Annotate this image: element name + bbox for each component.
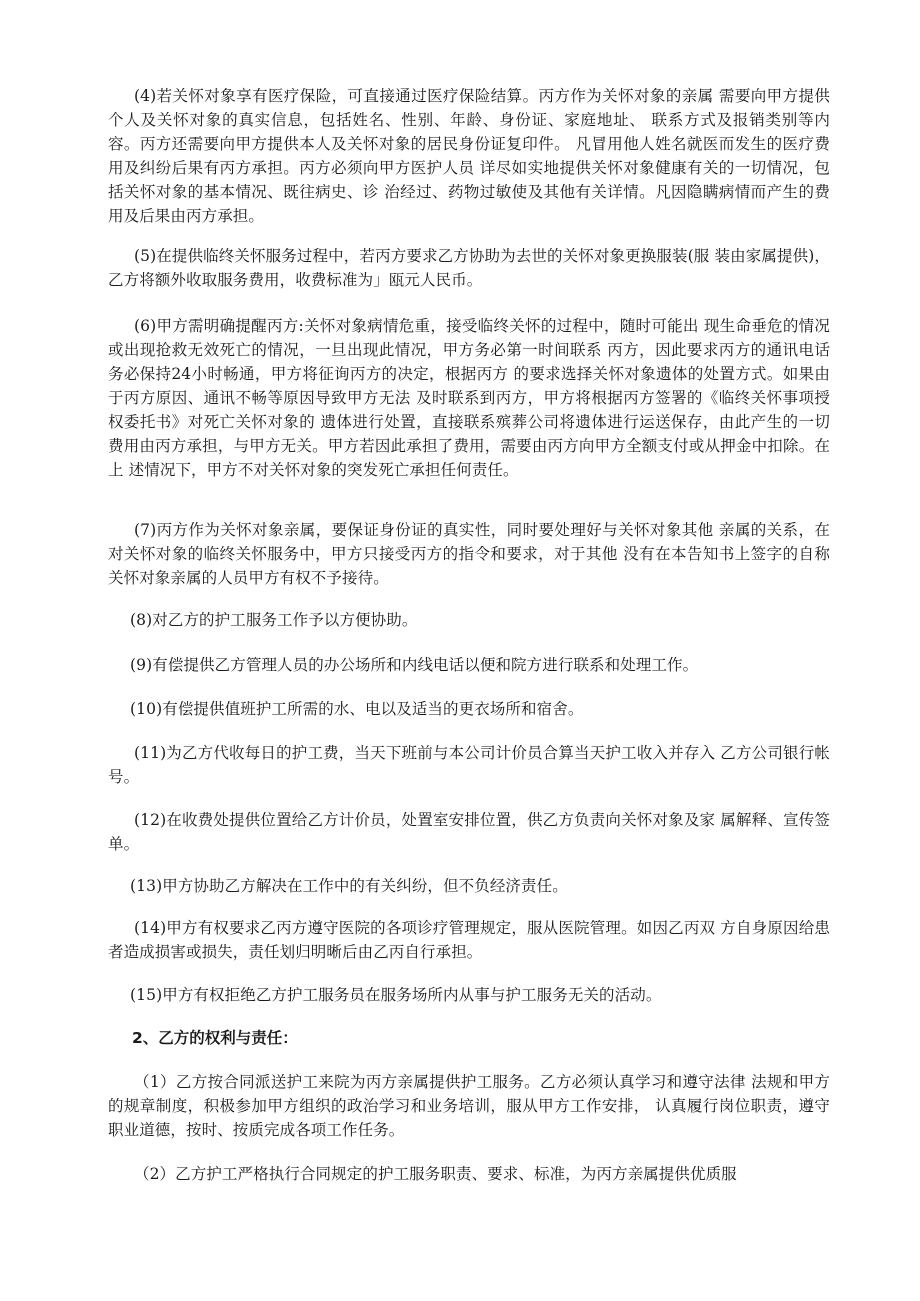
paragraph-15: (15)甲方有权拒绝乙方护工服务员在服务场所内从事与护工服务无关的活动。 xyxy=(130,986,662,1004)
section-heading: 2、乙方的权利与责任： xyxy=(132,1029,298,1047)
paragraph-4: (4)若关怀对象享有医疗保险，可直接通过医疗保险结算。丙方作为关怀对象的亲属 需要向甲方提供个人及关怀对象的真实信息，包括姓名、性别、年龄、身份证、家庭地址、 联系方式及报销类别等内容。丙方还需要向甲方提供本人及关怀对象的居民身份证复印件。 凡冒用他人姓名就医而发生的医疗费用及纠纷后果有丙方承担。丙方必须向甲方医护人员 详尽如实地提供关怀对象健康有关的一切情况，包括关怀对象的基本情况、既往病史、诊 治经过、药物过敏使及其他有关详情。凡因隐瞒病情而产生的费用及后果由丙方承担。 xyxy=(108,87,830,225)
paragraph-12: (12)在收费处提供位置给乙方计价员，处置室安排位置，供乙方负责向关怀对象及家 属解释、宣传签单。 xyxy=(108,811,830,853)
paragraph-10: (10)有偿提供值班护工所需的水、电以及适当的更衣场所和宿舍。 xyxy=(130,700,584,718)
paragraph-8: (8)对乙方的护工服务工作予以方便协助。 xyxy=(130,611,418,629)
paragraph-11: (11)为乙方代收每日的护工费，当天下班前与本公司计价员合算当天护工收入并存入 乙方公司银行帐号。 xyxy=(108,744,830,786)
paragraph-5: (5)在提供临终关怀服务过程中，若丙方要求乙方协助为去世的关怀对象更换服装(服 装由家属提供)，乙方将额外收取服务费用，收费标准为」瓯元人民币。 xyxy=(108,247,830,289)
section-paragraph-2: （2）乙方护工严格执行合同规定的护工服务职责、要求、标准，为丙方亲属提供优质服 xyxy=(134,1165,737,1183)
paragraph-6: (6)甲方需明确提醒丙方:关怀对象病情危重，接受临终关怀的过程中，随时可能出 现生命垂危的情况或出现抢救无效死亡的情况，一旦出现此情况，甲方务必第一时间联系 丙方，因此要求丙方的通讯电话务必保持24小时畅通，甲方将征询丙方的决定，根据丙方 的要求选择关怀对象遗体的处置方式。如果由于丙方原因、通讯不畅等原因导致甲方无法 及时联系到丙方，甲方将根据丙方签署的《临终关怀事项授权委托书》对死亡关怀对象的 遗体进行处置，直接联系殡葬公司将遗体进行运送保存，由此产生的一切费用由丙方承担，与甲方无关。甲方若因此承担了费用，需要由丙方向甲方全额支付或从押金中扣除。在上 述情况下，甲方不对关怀对象的突发死亡承担任何责任。 xyxy=(108,317,830,479)
section-paragraph-1: （1）乙方按合同派送护工来院为丙方亲属提供护工服务。乙方必须认真学习和遵守法律 法规和甲方的规章制度，积极参加甲方组织的政治学习和业务培训，服从甲方工作安排， 认真履行岗位职责，遵守职业道德，按时、按质完成各项工作任务。 xyxy=(108,1073,830,1139)
paragraph-7: (7)丙方作为关怀对象亲属，要保证身份证的真实性，同时要处理好与关怀对象其他 亲属的关系，在对关怀对象的临终关怀服务中，甲方只接受丙方的指令和要求，对于其他 没有在本告知书上签字的自称关怀对象亲属的人员甲方有权不予接待。 xyxy=(108,521,830,587)
paragraph-9: (9)有偿提供乙方管理人员的办公场所和内线电话以便和院方进行联系和处理工作。 xyxy=(130,656,699,674)
paragraph-14: (14)甲方有权要求乙丙方遵守医院的各项诊疗管理规定，服从医院管理。如因乙丙双 方自身原因给患者造成损害或损失，责任划归明晰后由乙丙自行承担。 xyxy=(108,919,830,961)
paragraph-13: (13)甲方协助乙方解决在工作中的有关纠纷，但不负经济责任。 xyxy=(130,877,568,895)
